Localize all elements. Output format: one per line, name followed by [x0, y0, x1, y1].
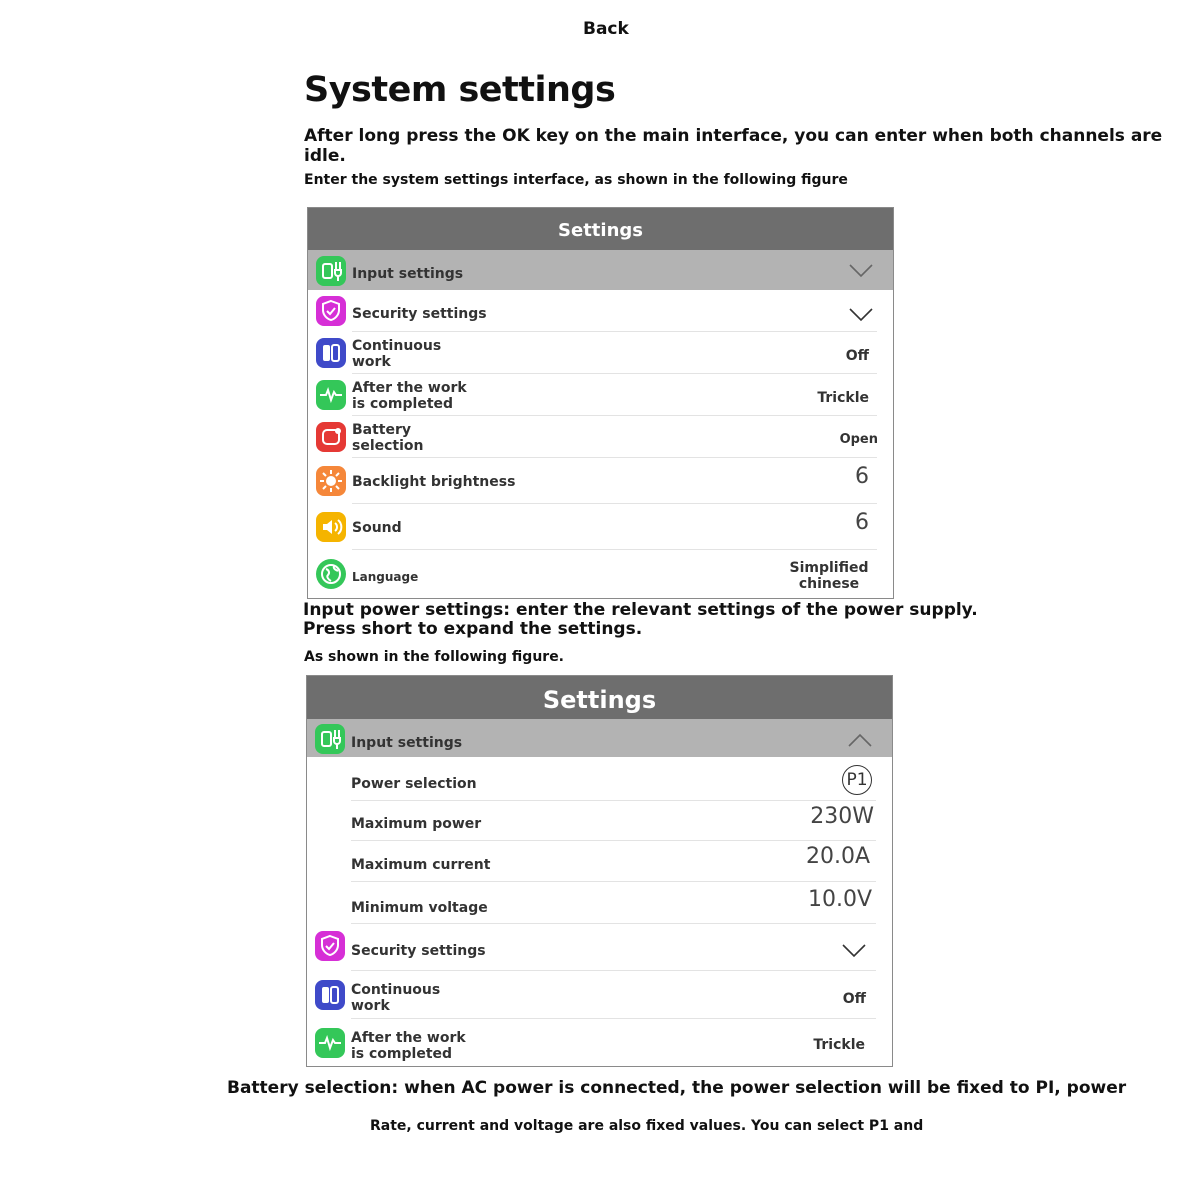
battery-label: Battery selection	[352, 422, 424, 454]
battery-selection-text-2: Rate, current and voltage are also fixed values. You can select P1 and	[370, 1118, 924, 1134]
sub-item-power-selection[interactable]	[307, 757, 892, 801]
after-work-value: Trickle	[813, 1037, 865, 1053]
sub-item-min-voltage[interactable]	[307, 882, 892, 924]
list-item-battery[interactable]	[308, 416, 893, 458]
page-title: System settings	[304, 70, 616, 110]
input-power-text-1: Input power settings: enter the relevant settings of the power supply.	[303, 600, 978, 620]
settings-header: Settings	[308, 208, 893, 250]
min-voltage-value: 10.0V	[807, 887, 872, 912]
chevron-up-icon[interactable]	[848, 733, 872, 747]
as-shown-text: As shown in the following figure.	[304, 649, 565, 665]
speaker-icon	[316, 512, 346, 542]
chevron-down-icon[interactable]	[842, 944, 866, 958]
max-power-value: 230W	[810, 804, 874, 829]
max-current-value: 20.0A	[805, 844, 870, 869]
pause-icon	[316, 338, 346, 368]
after-work-value: Trickle	[817, 390, 869, 406]
after-work-label: After the work is completed	[352, 380, 467, 412]
backlight-value: 6	[855, 464, 869, 489]
list-item-continuous[interactable]	[308, 332, 893, 374]
input-settings-section[interactable]	[308, 250, 893, 290]
chevron-down-icon[interactable]	[849, 264, 873, 278]
chevron-down-icon[interactable]	[849, 308, 873, 322]
pulse-icon	[315, 1028, 345, 1058]
list-item-after-work[interactable]	[308, 374, 893, 416]
continuous-label: Continuous work	[351, 982, 441, 1014]
shield-icon	[315, 931, 345, 961]
plug-icon	[316, 256, 346, 286]
max-power-label: Maximum power	[351, 816, 482, 832]
globe-icon	[316, 559, 346, 589]
shield-icon	[316, 296, 346, 326]
sun-icon	[316, 466, 346, 496]
input-power-text-2: Press short to expand the settings.	[303, 619, 643, 639]
list-item-sound[interactable]	[308, 504, 893, 550]
battery-selection-text-1: Battery selection: when AC power is connected, the power selection will be fixed to PI, power	[227, 1078, 1127, 1098]
sound-label: Sound	[352, 520, 402, 536]
settings-panel-1	[307, 207, 894, 599]
plug-icon	[315, 724, 345, 754]
battery-value: Open	[839, 432, 878, 447]
continuous-label: Continuous work	[352, 338, 442, 370]
list-item-security[interactable]	[307, 924, 892, 971]
sub-item-max-power[interactable]	[307, 801, 892, 841]
list-item-security[interactable]	[308, 290, 893, 332]
intro-text: Enter the system settings interface, as shown in the following figure	[304, 172, 848, 188]
list-item-after-work[interactable]	[307, 1019, 892, 1066]
security-label: Security settings	[351, 943, 486, 959]
backlight-label: Backlight brightness	[352, 474, 516, 490]
list-item-continuous[interactable]	[307, 971, 892, 1019]
min-voltage-label: Minimum voltage	[351, 900, 488, 916]
list-item-backlight[interactable]	[308, 458, 893, 504]
language-value: Simplified chinese	[789, 560, 869, 592]
list-item-language[interactable]	[308, 550, 893, 598]
max-current-label: Maximum current	[351, 857, 491, 873]
continuous-value: Off	[845, 348, 869, 364]
input-settings-label: Input settings	[351, 735, 463, 751]
battery-icon	[316, 422, 346, 452]
after-work-label: After the work is completed	[351, 1030, 466, 1062]
lead-text: After long press the OK key on the main interface, you can enter when both channels are idle.	[304, 126, 1163, 166]
settings-panel-2	[306, 675, 893, 1067]
power-selection-value[interactable]: P1	[842, 765, 872, 795]
security-label: Security settings	[352, 306, 487, 322]
input-settings-label: Input settings	[352, 266, 464, 282]
pause-icon	[315, 980, 345, 1010]
sound-value: 6	[855, 510, 869, 535]
sub-item-max-current[interactable]	[307, 841, 892, 882]
pulse-icon	[316, 380, 346, 410]
input-settings-section[interactable]	[307, 719, 892, 757]
continuous-value: Off	[842, 991, 866, 1007]
power-selection-label: Power selection	[351, 776, 477, 792]
language-label: Language	[352, 570, 419, 584]
back-link[interactable]: Back	[583, 19, 629, 39]
settings-header: Settings	[307, 676, 892, 719]
